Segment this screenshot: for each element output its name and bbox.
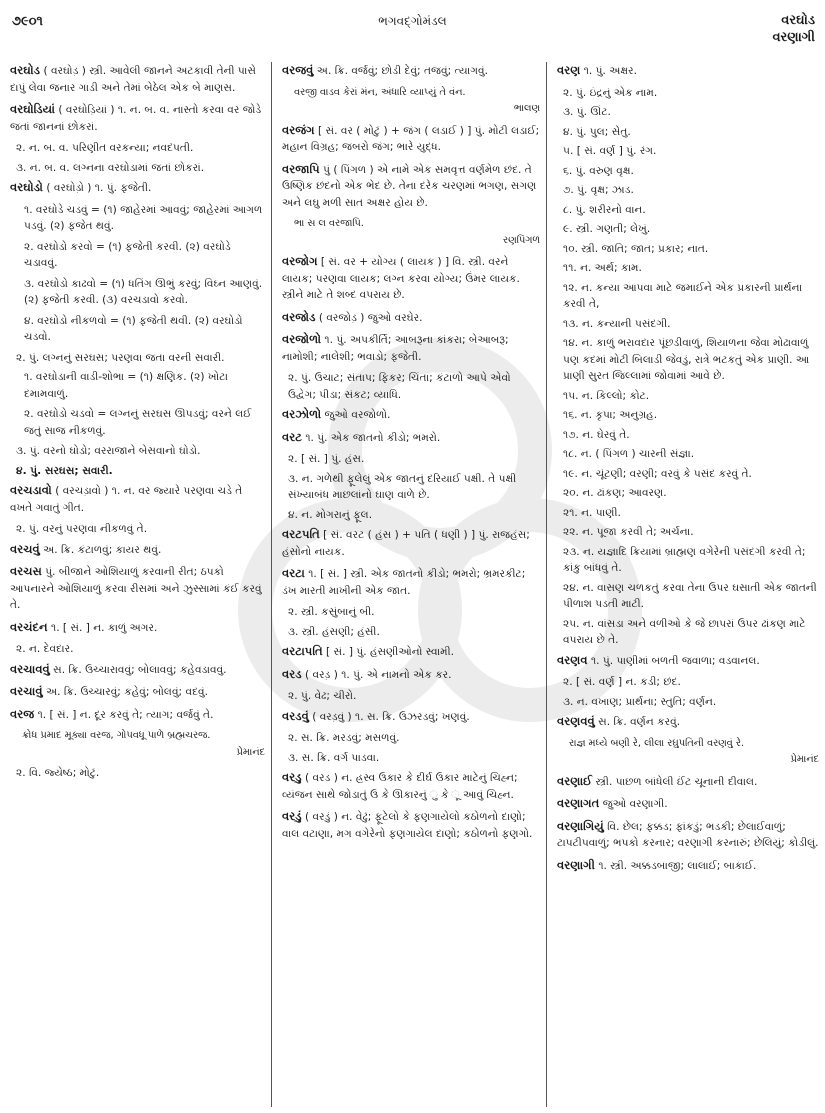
- entry: [10, 706, 265, 724]
- headword: વરડ: [282, 666, 302, 681]
- definition: પું ( પિંગળ ) એ નામે એક સમવૃત્ત વર્ણમેળ છંદ. તે ઉષ્ણિક છંદનો એક ભેદ છે. તેના દરેક ચરણમાં ભગણ, સગણ અને લઘુ મળી સાત અક્ષર હોય છે.: [282, 163, 537, 209]
- headword: વરટ: [282, 429, 302, 444]
- phrase: ૩. વરઘોડો કાઢવો = (૧) ધતિંગ ઊભું કરવું; વિઘ્ન આણવું. (૨) ફજેતી કરવી. (૩) વરચડાવો કરવો.: [24, 277, 263, 306]
- entry: [10, 62, 265, 96]
- definition: અ. ક્રિ. કંટાળવું; કાયર થવું.: [43, 543, 162, 556]
- headword: વરચડાવો: [10, 483, 52, 497]
- definition: ( વરઘોડ઼ો ) ૧. પું. ફજેતી.: [46, 182, 152, 194]
- headword: વરચવું: [10, 541, 40, 556]
- sense: ૧૩. ન. કન્યાની પસંદગી.: [563, 317, 671, 330]
- sense: ૨. ન. બ. વ. પરિણીત વરકન્યા; નવદંપતી.: [16, 142, 194, 154]
- entry: [557, 652, 819, 670]
- sense: ૭. પું. વૃક્ષ; ઝાડ.: [563, 184, 634, 196]
- sense: ૩. પું. વરનો ઘોડો; વરરાજાને બેસવાનો ઘોડો.: [16, 445, 201, 457]
- sense: ૬. પું. વરુણ વૃક્ષ.: [563, 164, 634, 177]
- page-number: ૭૯૦૧: [12, 14, 43, 29]
- entry: [10, 101, 265, 135]
- headword: વરણાગી: [557, 857, 595, 872]
- column-3: [547, 62, 825, 1107]
- headword: વરજંગ: [282, 122, 315, 137]
- sense: ૩. સ. ક્રિ. વર્ગ પાડવા.: [288, 751, 380, 764]
- headword: વરજ: [10, 706, 35, 721]
- sense: ૨. પું. ઇંદ્રનું એક નામ.: [563, 86, 658, 99]
- entry: [282, 122, 540, 156]
- headword: વરડવું: [282, 708, 309, 723]
- entry: [282, 808, 540, 842]
- headword: વરચાવવું: [10, 661, 50, 676]
- guide-words: [772, 12, 815, 46]
- entry: [557, 795, 819, 813]
- definition: ૧. [ સં. ] ન. દૂર કરવું તે; ત્યાગ; વર્જવું તે.: [37, 708, 214, 721]
- sense: ૨. પું. ઉચાટ; સંતાપ; ફિકર; ચિંતા; કંટાળો આપે એવો ઉદ્વેગ; પીડા; સંકટ; વ્યાધિ.: [288, 372, 511, 401]
- sense: ૩. ન. બ. વ. લગ્નના વરઘોડામાં જતાં છોકરાં.: [16, 161, 205, 174]
- sense: ૨. પું. વરનું પરણવા નીકળવું તે.: [16, 523, 148, 535]
- headword: વરઘોડિયાં: [10, 102, 56, 116]
- sense: ૪. પું. પુલ; સેતુ.: [563, 125, 631, 138]
- definition: [ સં. વર + યોગ્ય ( લાયક ) ] વિ. સ્ત્રી. વરને લાયક; પરણવા લાયક; લગ્ન કરવા યોગ્ય; ઉંમર લાયક. સ્ત્રીને માટે તે શબ્દ વપરાય છે.: [282, 256, 520, 301]
- sense: ૧૦. સ્ત્રી. જાતિ; જાત; પ્રકાર; નાત.: [563, 242, 709, 255]
- sense: ૨. ન. દેવદાર.: [16, 643, 74, 655]
- headword: વરણવવું: [557, 714, 595, 728]
- definition: ( વરઘોડ઼ ) સ્ત્રી. આવેલી જાનને અટકાવી તેની પાસે દાપું લેવા જનાર ગાડી અને તેમાં બેઠેલ એક બે માણસ.: [10, 65, 256, 94]
- entry: [282, 643, 540, 661]
- definition: વિ. છેલ; ફક્કડ; ફાંકડું; ભડકી; છેલાઈવાળું; ટાપટીપવાળું; ભપકો કરનાર; વરણાગી કરનારું; છેલિયું; કોડીલું.: [557, 820, 819, 849]
- entry: [282, 62, 540, 80]
- guide-word-bottom: વરણાગી: [772, 30, 815, 45]
- phrase: ૧. વરઘોડે ચડવું = (૧) જાહેરમાં આવવું; જાહેરમાં આગળ પડવું. (૨) ફજેત થવું.: [24, 203, 263, 232]
- headword: વરડું: [282, 809, 302, 823]
- headword: વરણાઈ: [557, 773, 593, 788]
- page-header: [0, 0, 825, 62]
- definition: ( વરડ઼ ) ૧. પું. એ નામનો એક કર.: [304, 668, 452, 681]
- entry: [282, 253, 540, 304]
- headword: વરજોડ: [282, 309, 316, 324]
- sense: ૯. સ્ત્રી. ગણતી; લેખું.: [563, 223, 651, 235]
- entry: [282, 406, 540, 424]
- definition: [ સં. વરટ ( હંસ ) + પતિ ( ધણી ) ] પું. રાજહંસ; હંસોનો નાયક.: [282, 529, 530, 558]
- quotation-source: રણપિંગળ: [503, 234, 540, 246]
- sense: ૧૪. ન. કાળું ભરાવદાર પૂંછડીવાળું, શિયાળના જેવા મોઢાવાળું પણ કદમાં મોટી બિલાડી જેવડું, રાત્રે ભટકતું એક પ્રાણી. આ પ્રાણી સુરત જિલ્લામાં જોવામાં આવે છે.: [563, 337, 810, 382]
- headword: વરટાપતિ: [282, 644, 323, 658]
- headword: વરણવ: [557, 652, 588, 667]
- definition: ( વરડ઼ું ) ન. વેઢું; ફૂટેલો કે ફણગાયેલો કઠોળનો દાણો; વાલ વટાણા, મગ વગેરેનો ફણગાયેલ દાણો; કઠોળનો ફણગો.: [282, 811, 533, 840]
- headword: વરઝોળો: [282, 407, 322, 421]
- definition: [ સં. વર ( મોટું ) + જંગ ( લડાઈ ) ] પું. મોટી લડાઈ; મહાન વિગ્રહ; જબરો જંગ; ભારે યુદ્ધ.: [282, 124, 540, 153]
- entry: [557, 818, 819, 852]
- headword: વરજાપિ: [282, 161, 320, 176]
- sense: ૩. પું. ઊંટ.: [563, 106, 611, 118]
- sense: ૨૫. ન. વાંસડા અને વળીઓ કે જે છાપરાં ઉપર ઢાંકણ માટે વપરાય છે તે.: [563, 617, 806, 646]
- quotation: વરજી વાડવ કેરાં મંન, અંધારિ વ્યાપ્યું તે વંન.: [294, 86, 466, 98]
- entry: [10, 541, 265, 559]
- sense: ૧૫. ન. કિલ્લો; કોટ.: [563, 389, 650, 402]
- sense: ૧૬. ન. કૃપા; અનુગ્રહ.: [563, 409, 658, 421]
- headword: વરજવું: [282, 63, 314, 77]
- definition: ૧. [ સં. ] ન. કાળું અગર.: [51, 621, 158, 634]
- definition: ૧. પું. પાણીમાં બળતી જવાળા; વડવાનલ.: [590, 654, 760, 667]
- quotation: રાજ્ઞ મધ્યે બણી રે, લીલા રઘુપતિની વરણવું રે.: [569, 737, 745, 749]
- definition: અ. ક્રિ. વર્જવું; છોડી દેવું; તજવું; ત્યાગવું.: [316, 65, 488, 77]
- sense: ૨. પું. લગ્નનું સરઘસ; પરણવા જતા વરની સવારી.: [16, 351, 225, 364]
- entry: [557, 713, 819, 731]
- entry: [557, 773, 819, 791]
- definition: જુઓ વરજોળો.: [324, 409, 391, 421]
- sense: ૧૭. ન. ઘેરવું તે.: [563, 428, 630, 441]
- entry: [10, 482, 265, 516]
- entry: [282, 666, 540, 684]
- quotation-source: પ્રેમાનંદ: [236, 746, 265, 758]
- column-2: [272, 62, 547, 1107]
- headword: વરઘોડ: [10, 63, 41, 77]
- definition: અ. ક્રિ. ઉચ્ચારવું; કહેવું; બોલવું; વદવું.: [45, 686, 208, 698]
- definition: ૧. સ્ત્રી. અક્કડબાજી; લાલાઈ; બાકાઈ.: [598, 859, 757, 872]
- headword: વરડુ: [282, 770, 302, 784]
- phrase: ૨. વરઘોડો કરવો = (૧) ફજેતી કરવી. (૨) વરઘોડે ચડાવવું.: [24, 240, 231, 269]
- headword: વરચસ: [10, 564, 42, 578]
- headword: વરટપતિ: [282, 527, 320, 541]
- sense: ૨૧. ન. પાણી.: [563, 506, 621, 519]
- phrase: ૨. વરઘોડો ચડવો = લગ્નનું સરઘસ ઊપડવું; વરને લઈ જતું સાજ નીકળવું.: [24, 408, 252, 437]
- entry: [282, 429, 540, 447]
- phrase: ૧. વરઘોડાની વાડી-શોભા = (૧) ક્ષણિક. (૨) ખોટા દમામવાળું.: [24, 371, 228, 400]
- sense: ૮. પું. શરીરનો વાન.: [563, 203, 646, 216]
- entry: [282, 565, 540, 599]
- entry: [10, 661, 265, 679]
- entry: [282, 708, 540, 726]
- definition: સ. ક્રિ. વર્ણન કરવું.: [598, 716, 681, 728]
- sense: ૨. [ સં. ] પું. હંસ.: [288, 453, 365, 465]
- definition: ૧. પું. અપકીર્તિ; આબરૂના કાંકરા; બેઆબરૂ; નામોશી; નાલેશી; ભવાડો; ફજેતી.: [282, 334, 509, 363]
- entry: [10, 683, 265, 701]
- entry: [282, 769, 540, 803]
- sense: ૨. [ સં. વર્ણ ] ન. કડી; છંદ.: [563, 676, 681, 688]
- definition: ૧. પું. એક જાતનો કીડો; ભમરો.: [305, 431, 441, 444]
- entry: [282, 331, 540, 365]
- entry: [282, 309, 540, 327]
- sense: ૨. પું. વેઢ; ચીરો.: [288, 690, 357, 702]
- definition: ( વરઘોડ઼િયાં ) ૧. ન. બ. વ. નાસ્તો કરવા વર જોડે જતાં જાનનાં છોકરાં.: [10, 104, 262, 133]
- headword: વરચંદન: [10, 619, 48, 634]
- phrase: ૪. વરઘોડો નીકળવો = (૧) ફજેતી થવી. (૨) વરઘોડો ચડવો.: [24, 314, 243, 343]
- definition: પું. બીજાને ઓશિયાળું કરવાની રીત; ઠપકો આપનારને ઓશિયાળું કરવા રીસમાં અને ઝુસ્સામાં કંઈ કરવું તે.: [10, 566, 262, 611]
- sense: ૩. ન. ગળેથી ફૂલેલું એક જાતનું દરિયાઈ પક્ષી. તે પક્ષી સંખ્યાબંધ માછલાંનો ઘાણ વાળે છે.: [288, 472, 517, 501]
- headword: વરઘોડો: [10, 180, 43, 194]
- sense: ૧૯. ન. ચૂંટણી; વરણી; વરવું કે પસંદ કરવું તે.: [563, 467, 752, 480]
- column-1: [0, 62, 272, 1107]
- definition: જુઓ વરણાગી.: [602, 798, 668, 810]
- guide-word-top: વરઘોડ: [781, 13, 815, 28]
- entry: [282, 161, 540, 212]
- sense: ૨. વિ. જ્યેષ્ઠ; મોટું.: [16, 767, 100, 779]
- sense: ૩. ન. વખાણ; પ્રાર્થના; સ્તુતિ; વર્ણન.: [563, 695, 717, 708]
- definition: ( વરડ ) ન. હ્રસ્વ ઉકાર કે દીર્ઘ ઉકાર માટેનું ચિહ્ન; વ્યંજન સાથે જોડાતું ઉ કે ઊકારનું ુ કે ૂ આવું ચિહ્ન.: [282, 772, 518, 801]
- headword: વરચાવું: [10, 684, 43, 698]
- sense: ૪. પું. સરઘસ; સવારી.: [16, 464, 113, 477]
- definition: સ્ત્રી. પાછળ બાંધેલી ઈંટ ચૂનાની દીવાલ.: [595, 775, 758, 788]
- sense: ૫. [ સં. વર્ણ ] પું. રંગ.: [563, 145, 657, 157]
- entry: [282, 526, 540, 560]
- definition: સ. ક્રિ. ઉચ્ચારાવવું; બોલાવવું; કહેવડાવવું.: [53, 663, 227, 676]
- sense: ૨૦. ન. ઢાંકણ; આવરણ.: [563, 487, 667, 499]
- headword: વરજોળો: [282, 332, 322, 346]
- entry: [10, 619, 265, 637]
- sense: ૪. ન. મોગરાનું ફૂલ.: [288, 508, 373, 521]
- sense: ૨૩. ન. યજ્ઞાદિ ક્રિયામાં બ્રાહ્મણ વગેરેની પસંદગી કરવી તે; કાંકુ બાંધવું તે.: [563, 545, 806, 574]
- dictionary-columns: [0, 62, 825, 1107]
- definition: ( વરચડ઼ાવો ) ૧. ન. વર જ્યારે પરણવા ચડે તે વખતે ગવાતું ગીત.: [10, 485, 243, 514]
- quotation-source: પ્રેમાનંદ: [790, 754, 819, 765]
- sense: ૧૨. ન. કન્યા આપવા માટે જમાઈને એક પ્રકારની પ્રાર્થના કરવી તે,: [563, 281, 803, 310]
- definition: ૧. [ સં. ] સ્ત્રી. એક જાતનો કીડો; ભમરો; ભ્રમરકીટ; ડંખ મારતી માખીની એક જાત.: [282, 568, 526, 597]
- definition: ( વરજોડ઼ ) જુઓ વરઘેર.: [318, 311, 423, 324]
- headword: વરણાગત: [557, 796, 600, 810]
- definition: ( વરડ઼વું ) ૧. સ. ક્રિ. ઉઝરડવું; ખણવું.: [312, 710, 470, 723]
- sense: ૩. સ્ત્રી. હંસણી; હંસી.: [288, 625, 380, 638]
- headword: વરજોગ: [282, 254, 318, 268]
- headword: વરણાગિયું: [557, 818, 604, 833]
- sense: ૧૮. ન. ( પિંગળ ) ચારની સંજ્ઞા.: [563, 448, 695, 460]
- headword: વરટા: [282, 566, 305, 580]
- definition: ૧. પું. અક્ષર.: [583, 65, 637, 77]
- sense: ૨૨. ન. પૂજા કરવી તે; અર્ચના.: [563, 526, 694, 538]
- entry: [10, 563, 265, 614]
- sense: ૧૧. ન. અર્થ; કામ.: [563, 262, 642, 274]
- definition: [ સં. ] પું. હંસણીઓનો સ્વામી.: [326, 646, 455, 658]
- entry: [557, 62, 819, 80]
- quotation-source: ભાલણ: [513, 103, 540, 114]
- quotation: ભા સ લ વરજાપિ.: [294, 218, 364, 229]
- entry: [557, 857, 819, 875]
- entry: [10, 179, 265, 197]
- headword: વરણ: [557, 63, 581, 77]
- sense: ૨. સ્ત્રી. કસુંબાનું બી.: [288, 606, 375, 618]
- quotation: ક્રોધ પ્રમાદ મૂક્યા વરજ, ગોપવધૂ પાળે બ્રહ્મચરજ.: [22, 730, 211, 741]
- sense: ૨૪. ન. વાસણ ચળકતું કરવા તેના ઉપર ઘસાતી એક જાતની પીળાશ પડતી માટી.: [563, 581, 817, 610]
- running-title: ભગવદ્ગોમંડલ: [378, 14, 447, 28]
- sense: ૨. સ. ક્રિ. મરડવું; મસળવું.: [288, 732, 400, 744]
